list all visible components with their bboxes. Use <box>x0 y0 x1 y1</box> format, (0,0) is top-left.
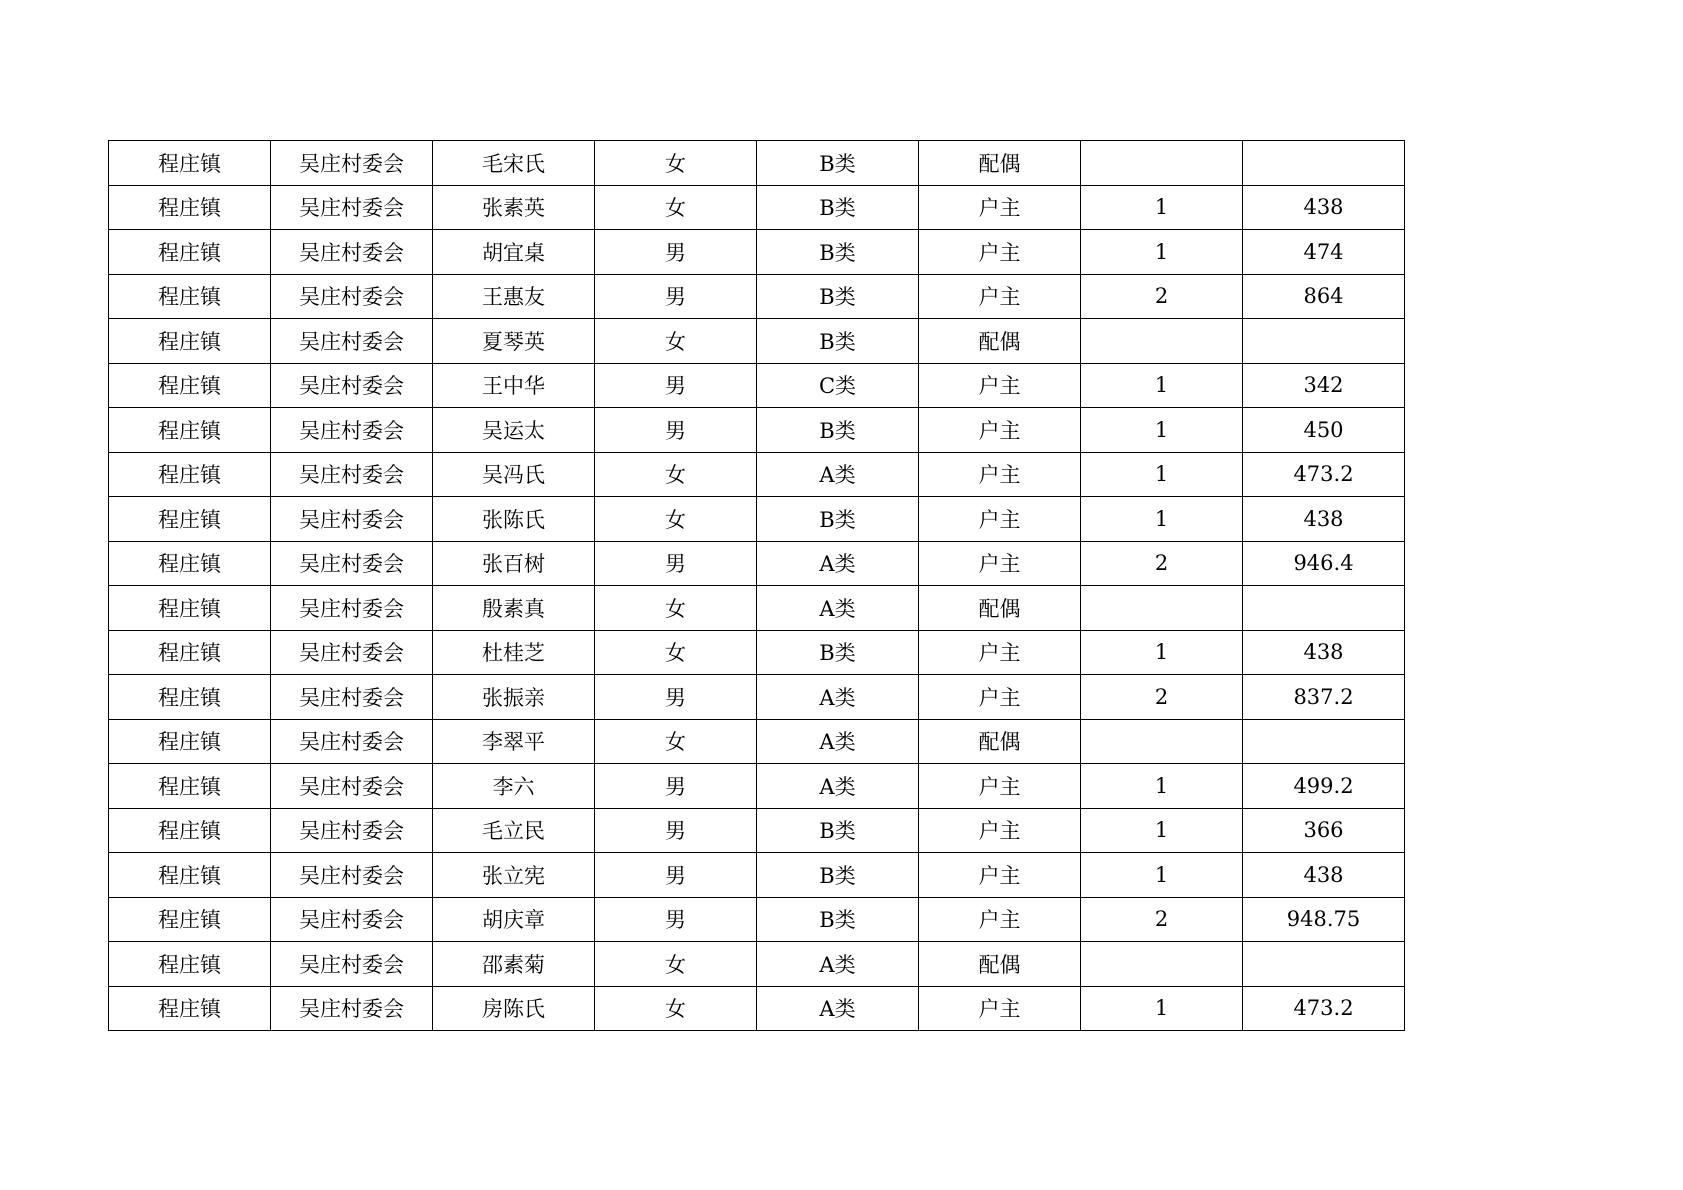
cell-amount: 438 <box>1243 497 1405 542</box>
cell-town: 程庄镇 <box>109 942 271 987</box>
cell-household-count: 1 <box>1081 630 1243 675</box>
cell-name: 张百树 <box>433 541 595 586</box>
cell-gender: 男 <box>595 408 757 453</box>
cell-relation: 户主 <box>919 497 1081 542</box>
cell-category: B类 <box>757 319 919 364</box>
cell-gender: 男 <box>595 541 757 586</box>
table-row <box>109 319 1405 364</box>
cell-relation: 户主 <box>919 452 1081 497</box>
cell-category: B类 <box>757 408 919 453</box>
table-row <box>109 897 1405 942</box>
cell-category: B类 <box>757 497 919 542</box>
cell-name: 胡庆章 <box>433 897 595 942</box>
cell-name: 邵素菊 <box>433 942 595 987</box>
cell-category: B类 <box>757 808 919 853</box>
cell-gender: 女 <box>595 630 757 675</box>
cell-village-committee: 吴庄村委会 <box>271 141 433 186</box>
cell-gender: 男 <box>595 230 757 275</box>
cell-category: B类 <box>757 630 919 675</box>
cell-category: B类 <box>757 141 919 186</box>
cell-relation: 户主 <box>919 897 1081 942</box>
cell-relation: 户主 <box>919 764 1081 809</box>
cell-household-count: 2 <box>1081 675 1243 720</box>
table-row <box>109 141 1405 186</box>
cell-gender: 女 <box>595 185 757 230</box>
cell-name: 张立宪 <box>433 853 595 898</box>
cell-amount <box>1243 586 1405 631</box>
cell-town: 程庄镇 <box>109 230 271 275</box>
cell-category: B类 <box>757 185 919 230</box>
cell-category: B类 <box>757 853 919 898</box>
cell-gender: 女 <box>595 319 757 364</box>
cell-relation: 户主 <box>919 274 1081 319</box>
cell-relation: 户主 <box>919 853 1081 898</box>
cell-name: 房陈氏 <box>433 986 595 1031</box>
cell-village-committee: 吴庄村委会 <box>271 942 433 987</box>
table-row <box>109 408 1405 453</box>
cell-household-count <box>1081 319 1243 364</box>
cell-relation: 户主 <box>919 808 1081 853</box>
cell-town: 程庄镇 <box>109 586 271 631</box>
table-row <box>109 942 1405 987</box>
table-row <box>109 675 1405 720</box>
cell-village-committee: 吴庄村委会 <box>271 630 433 675</box>
cell-name: 张振亲 <box>433 675 595 720</box>
cell-village-committee: 吴庄村委会 <box>271 452 433 497</box>
cell-name: 王惠友 <box>433 274 595 319</box>
cell-amount: 473.2 <box>1243 986 1405 1031</box>
cell-town: 程庄镇 <box>109 452 271 497</box>
cell-category: A类 <box>757 942 919 987</box>
cell-amount: 474 <box>1243 230 1405 275</box>
data-table <box>108 140 1405 1031</box>
cell-amount: 499.2 <box>1243 764 1405 809</box>
cell-gender: 男 <box>595 853 757 898</box>
cell-relation: 户主 <box>919 541 1081 586</box>
cell-town: 程庄镇 <box>109 853 271 898</box>
cell-category: A类 <box>757 764 919 809</box>
cell-relation: 户主 <box>919 630 1081 675</box>
cell-name: 王中华 <box>433 363 595 408</box>
cell-gender: 男 <box>595 897 757 942</box>
cell-household-count: 1 <box>1081 408 1243 453</box>
cell-name: 毛立民 <box>433 808 595 853</box>
cell-village-committee: 吴庄村委会 <box>271 319 433 364</box>
cell-household-count: 1 <box>1081 185 1243 230</box>
cell-amount: 946.4 <box>1243 541 1405 586</box>
cell-town: 程庄镇 <box>109 274 271 319</box>
table-row <box>109 630 1405 675</box>
table-row <box>109 986 1405 1031</box>
cell-amount <box>1243 319 1405 364</box>
cell-gender: 男 <box>595 808 757 853</box>
cell-village-committee: 吴庄村委会 <box>271 897 433 942</box>
cell-relation: 户主 <box>919 230 1081 275</box>
cell-town: 程庄镇 <box>109 675 271 720</box>
cell-name: 毛宋氏 <box>433 141 595 186</box>
cell-household-count: 1 <box>1081 452 1243 497</box>
cell-amount <box>1243 141 1405 186</box>
cell-name: 胡宜桌 <box>433 230 595 275</box>
cell-village-committee: 吴庄村委会 <box>271 541 433 586</box>
cell-amount: 342 <box>1243 363 1405 408</box>
cell-town: 程庄镇 <box>109 363 271 408</box>
cell-village-committee: 吴庄村委会 <box>271 497 433 542</box>
cell-town: 程庄镇 <box>109 764 271 809</box>
cell-gender: 女 <box>595 719 757 764</box>
cell-relation: 户主 <box>919 185 1081 230</box>
cell-amount: 948.75 <box>1243 897 1405 942</box>
table-row <box>109 497 1405 542</box>
table-body <box>109 141 1405 1031</box>
cell-category: B类 <box>757 274 919 319</box>
cell-village-committee: 吴庄村委会 <box>271 675 433 720</box>
table-row <box>109 363 1405 408</box>
cell-category: C类 <box>757 363 919 408</box>
table-row <box>109 274 1405 319</box>
table-row <box>109 808 1405 853</box>
cell-category: B类 <box>757 897 919 942</box>
cell-household-count: 2 <box>1081 274 1243 319</box>
cell-village-committee: 吴庄村委会 <box>271 185 433 230</box>
cell-gender: 男 <box>595 274 757 319</box>
cell-town: 程庄镇 <box>109 541 271 586</box>
cell-town: 程庄镇 <box>109 319 271 364</box>
cell-amount <box>1243 719 1405 764</box>
cell-gender: 女 <box>595 986 757 1031</box>
cell-category: B类 <box>757 230 919 275</box>
cell-village-committee: 吴庄村委会 <box>271 408 433 453</box>
cell-gender: 女 <box>595 586 757 631</box>
table-row <box>109 541 1405 586</box>
cell-amount: 438 <box>1243 853 1405 898</box>
cell-relation: 配偶 <box>919 586 1081 631</box>
cell-household-count: 1 <box>1081 986 1243 1031</box>
cell-relation: 户主 <box>919 408 1081 453</box>
cell-amount: 837.2 <box>1243 675 1405 720</box>
cell-name: 李六 <box>433 764 595 809</box>
cell-gender: 男 <box>595 363 757 408</box>
cell-gender: 女 <box>595 141 757 186</box>
cell-name: 张陈氏 <box>433 497 595 542</box>
cell-gender: 男 <box>595 675 757 720</box>
table-row <box>109 853 1405 898</box>
cell-gender: 女 <box>595 942 757 987</box>
cell-amount <box>1243 942 1405 987</box>
cell-gender: 男 <box>595 764 757 809</box>
cell-town: 程庄镇 <box>109 719 271 764</box>
cell-name: 吴冯氏 <box>433 452 595 497</box>
cell-household-count: 1 <box>1081 808 1243 853</box>
cell-town: 程庄镇 <box>109 986 271 1031</box>
cell-household-count: 1 <box>1081 363 1243 408</box>
cell-category: A类 <box>757 719 919 764</box>
cell-relation: 户主 <box>919 363 1081 408</box>
cell-town: 程庄镇 <box>109 408 271 453</box>
cell-name: 李翠平 <box>433 719 595 764</box>
cell-household-count: 1 <box>1081 497 1243 542</box>
cell-amount: 864 <box>1243 274 1405 319</box>
cell-household-count <box>1081 586 1243 631</box>
cell-village-committee: 吴庄村委会 <box>271 363 433 408</box>
cell-name: 夏琴英 <box>433 319 595 364</box>
cell-village-committee: 吴庄村委会 <box>271 808 433 853</box>
table-row <box>109 452 1405 497</box>
cell-household-count: 1 <box>1081 230 1243 275</box>
cell-category: A类 <box>757 452 919 497</box>
cell-village-committee: 吴庄村委会 <box>271 764 433 809</box>
cell-relation: 户主 <box>919 675 1081 720</box>
cell-household-count <box>1081 942 1243 987</box>
cell-household-count <box>1081 719 1243 764</box>
table-row <box>109 764 1405 809</box>
cell-village-committee: 吴庄村委会 <box>271 853 433 898</box>
cell-amount: 438 <box>1243 185 1405 230</box>
cell-relation: 配偶 <box>919 319 1081 364</box>
cell-relation: 户主 <box>919 986 1081 1031</box>
cell-name: 吴运太 <box>433 408 595 453</box>
cell-household-count: 1 <box>1081 853 1243 898</box>
table-row <box>109 230 1405 275</box>
table-row <box>109 586 1405 631</box>
cell-household-count: 1 <box>1081 764 1243 809</box>
cell-amount: 450 <box>1243 408 1405 453</box>
cell-village-committee: 吴庄村委会 <box>271 274 433 319</box>
cell-category: A类 <box>757 586 919 631</box>
cell-village-committee: 吴庄村委会 <box>271 586 433 631</box>
cell-relation: 配偶 <box>919 719 1081 764</box>
cell-household-count <box>1081 141 1243 186</box>
cell-amount: 473.2 <box>1243 452 1405 497</box>
cell-village-committee: 吴庄村委会 <box>271 986 433 1031</box>
cell-village-committee: 吴庄村委会 <box>271 719 433 764</box>
cell-village-committee: 吴庄村委会 <box>271 230 433 275</box>
cell-relation: 配偶 <box>919 141 1081 186</box>
cell-category: A类 <box>757 986 919 1031</box>
cell-town: 程庄镇 <box>109 630 271 675</box>
cell-town: 程庄镇 <box>109 808 271 853</box>
cell-category: A类 <box>757 675 919 720</box>
cell-town: 程庄镇 <box>109 897 271 942</box>
cell-household-count: 2 <box>1081 897 1243 942</box>
cell-category: A类 <box>757 541 919 586</box>
table-row <box>109 185 1405 230</box>
cell-name: 殷素真 <box>433 586 595 631</box>
cell-town: 程庄镇 <box>109 141 271 186</box>
cell-name: 杜桂芝 <box>433 630 595 675</box>
cell-relation: 配偶 <box>919 942 1081 987</box>
cell-amount: 438 <box>1243 630 1405 675</box>
cell-gender: 女 <box>595 497 757 542</box>
cell-town: 程庄镇 <box>109 497 271 542</box>
cell-name: 张素英 <box>433 185 595 230</box>
cell-town: 程庄镇 <box>109 185 271 230</box>
cell-household-count: 2 <box>1081 541 1243 586</box>
cell-gender: 女 <box>595 452 757 497</box>
table-row <box>109 719 1405 764</box>
cell-amount: 366 <box>1243 808 1405 853</box>
